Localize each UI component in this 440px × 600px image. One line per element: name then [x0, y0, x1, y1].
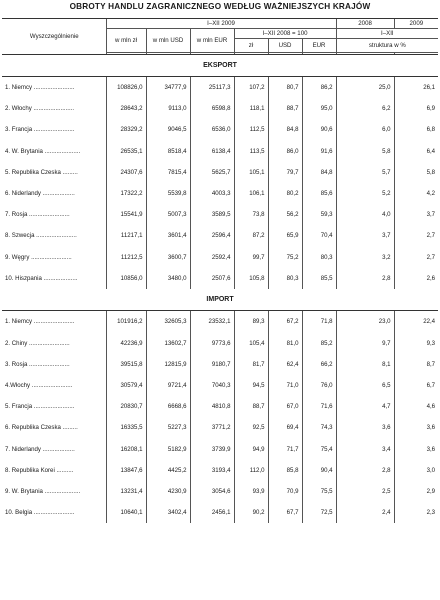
- table-title: OBROTY HANDLU ZAGRANICZNEGO WEDŁUG WAŻNIEJSZYCH KRAJÓW: [69, 2, 371, 11]
- cell-value: 74,3: [302, 417, 336, 438]
- table-row: [2, 247, 438, 268]
- header-structure-label: struktura w %: [336, 39, 438, 53]
- cell-value: 20830,7: [106, 396, 146, 417]
- export-section: [2, 55, 438, 289]
- cell-value: 32605,3: [146, 311, 190, 333]
- cell-value: 90,2: [234, 502, 268, 523]
- header-unit-usd: w mln USD: [146, 29, 190, 53]
- table-row: [2, 439, 438, 460]
- cell-value: 71,0: [268, 375, 302, 396]
- cell-value: 85,6: [302, 183, 336, 204]
- cell-value: 85,2: [302, 333, 336, 354]
- table-row: [2, 460, 438, 481]
- country-name: 4.Włochy ........................: [5, 382, 73, 390]
- trade-table: [2, 18, 438, 523]
- cell-value: 23532,1: [190, 311, 234, 333]
- cell-value: 26,1: [394, 77, 438, 99]
- country-name: 4. W. Brytania .....................: [5, 147, 81, 155]
- cell-value: 84,8: [302, 162, 336, 183]
- table-row: [2, 268, 438, 289]
- country-name: 9. Węgry ........................: [5, 253, 72, 261]
- cell-value: 16208,1: [106, 439, 146, 460]
- table-row: [2, 225, 438, 246]
- cell-value: 2,6: [394, 268, 438, 289]
- cell-value: 10640,1: [106, 502, 146, 523]
- country-name: 5. Republika Czeska .........: [5, 168, 78, 176]
- cell-value: 3,7: [336, 225, 394, 246]
- cell-value: 9113,0: [146, 98, 190, 119]
- cell-value: 4,0: [336, 204, 394, 225]
- cell-value: 108826,0: [106, 77, 146, 99]
- table-row: [2, 162, 438, 183]
- cell-value: 6,2: [336, 98, 394, 119]
- cell-value: 28329,2: [106, 119, 146, 140]
- cell-value: 39515,8: [106, 354, 146, 375]
- cell-value: 3,4: [336, 439, 394, 460]
- header-year-2009: 2009: [394, 19, 438, 29]
- cell-value: 75,2: [268, 247, 302, 268]
- section-label: IMPORT: [2, 289, 438, 311]
- cell-value: 5539,8: [146, 183, 190, 204]
- cell-value: 113,5: [234, 141, 268, 162]
- cell-value: 42236,9: [106, 333, 146, 354]
- cell-value: 6,7: [394, 375, 438, 396]
- cell-value: 76,0: [302, 375, 336, 396]
- cell-value: 101916,2: [106, 311, 146, 333]
- cell-value: 71,6: [302, 396, 336, 417]
- cell-value: 17322,2: [106, 183, 146, 204]
- header-structure-period: I–XII: [336, 29, 438, 39]
- cell-value: 13847,6: [106, 460, 146, 481]
- cell-value: 16335,5: [106, 417, 146, 438]
- cell-value: 5,7: [336, 162, 394, 183]
- cell-value: 30579,4: [106, 375, 146, 396]
- cell-value: 9721,4: [146, 375, 190, 396]
- cell-value: 6138,4: [190, 141, 234, 162]
- cell-value: 88,7: [234, 396, 268, 417]
- cell-value: 25,0: [336, 77, 394, 99]
- header-index-eur: EUR: [302, 39, 336, 53]
- cell-value: 72,5: [302, 502, 336, 523]
- header-index-usd: USD: [268, 39, 302, 53]
- import-section: [2, 289, 438, 523]
- country-name: 3. Rosja ........................: [5, 360, 70, 368]
- cell-value: 8,7: [394, 354, 438, 375]
- cell-value: 75,4: [302, 439, 336, 460]
- cell-value: 9180,7: [190, 354, 234, 375]
- cell-value: 4003,3: [190, 183, 234, 204]
- cell-value: 85,5: [302, 268, 336, 289]
- cell-value: 4810,8: [190, 396, 234, 417]
- cell-value: 3,7: [394, 204, 438, 225]
- cell-value: 91,6: [302, 141, 336, 162]
- cell-value: 10856,0: [106, 268, 146, 289]
- country-name: 2. Włochy ........................: [5, 105, 75, 113]
- cell-value: 62,4: [268, 354, 302, 375]
- cell-value: 80,3: [302, 247, 336, 268]
- cell-value: 23,0: [336, 311, 394, 333]
- cell-value: 70,4: [302, 225, 336, 246]
- country-name: 3. Francja ........................: [5, 126, 75, 134]
- cell-value: 75,5: [302, 481, 336, 502]
- cell-value: 59,3: [302, 204, 336, 225]
- cell-value: 8,1: [336, 354, 394, 375]
- cell-value: 3601,4: [146, 225, 190, 246]
- cell-value: 15541,9: [106, 204, 146, 225]
- cell-value: 2,7: [394, 225, 438, 246]
- table-row: [2, 481, 438, 502]
- country-name: 6. Niderlandy ...................: [5, 190, 75, 198]
- table-row: [2, 183, 438, 204]
- cell-value: 73,8: [234, 204, 268, 225]
- header-year-2008: 2008: [336, 19, 394, 29]
- cell-value: 25117,3: [190, 77, 234, 99]
- cell-value: 6668,6: [146, 396, 190, 417]
- table-row: [2, 119, 438, 140]
- cell-value: 22,4: [394, 311, 438, 333]
- cell-value: 105,1: [234, 162, 268, 183]
- country-name: 8. Szwecja ........................: [5, 232, 77, 240]
- cell-value: 81,7: [234, 354, 268, 375]
- cell-value: 80,2: [268, 183, 302, 204]
- country-name: 9. W. Brytania .....................: [5, 487, 81, 495]
- cell-value: 71,8: [302, 311, 336, 333]
- cell-value: 6,5: [336, 375, 394, 396]
- cell-value: 34777,9: [146, 77, 190, 99]
- cell-value: 5,8: [336, 141, 394, 162]
- cell-value: 2,5: [336, 481, 394, 502]
- cell-value: 3,0: [394, 460, 438, 481]
- cell-value: 2507,6: [190, 268, 234, 289]
- cell-value: 67,0: [268, 396, 302, 417]
- cell-value: 112,0: [234, 460, 268, 481]
- cell-value: 3480,0: [146, 268, 190, 289]
- cell-value: 2456,1: [190, 502, 234, 523]
- cell-value: 88,7: [268, 98, 302, 119]
- cell-value: 2,4: [336, 502, 394, 523]
- cell-value: 3589,5: [190, 204, 234, 225]
- cell-value: 13231,4: [106, 481, 146, 502]
- cell-value: 24307,6: [106, 162, 146, 183]
- cell-value: 3739,9: [190, 439, 234, 460]
- cell-value: 3,2: [336, 247, 394, 268]
- cell-value: 93,9: [234, 481, 268, 502]
- cell-value: 5182,9: [146, 439, 190, 460]
- country-name: 8. Republika Korei ..........: [5, 466, 74, 474]
- cell-value: 106,1: [234, 183, 268, 204]
- cell-value: 3,6: [336, 417, 394, 438]
- country-name: 7. Niderlandy ...................: [5, 445, 75, 453]
- cell-value: 80,3: [268, 268, 302, 289]
- cell-value: 3,6: [394, 417, 438, 438]
- cell-value: 9773,6: [190, 333, 234, 354]
- country-name: 7. Rosja ........................: [5, 211, 70, 219]
- cell-value: 5,2: [336, 183, 394, 204]
- cell-value: 9,3: [394, 333, 438, 354]
- cell-value: 4425,2: [146, 460, 190, 481]
- table-row: [2, 333, 438, 354]
- cell-value: 95,0: [302, 98, 336, 119]
- cell-value: 99,7: [234, 247, 268, 268]
- cell-value: 90,4: [302, 460, 336, 481]
- cell-value: 9,7: [336, 333, 394, 354]
- cell-value: 3,6: [394, 439, 438, 460]
- cell-value: 94,9: [234, 439, 268, 460]
- table-row: [2, 417, 438, 438]
- cell-value: 71,7: [268, 439, 302, 460]
- cell-value: 4,7: [336, 396, 394, 417]
- cell-value: 6,9: [394, 98, 438, 119]
- cell-value: 56,2: [268, 204, 302, 225]
- cell-value: 28643,2: [106, 98, 146, 119]
- header-index-label: I–XII 2008 = 100: [234, 29, 336, 39]
- cell-value: 2,8: [336, 460, 394, 481]
- cell-value: 90,6: [302, 119, 336, 140]
- cell-value: 11217,1: [106, 225, 146, 246]
- table-row: [2, 502, 438, 523]
- table-row: [2, 77, 438, 99]
- cell-value: 86,0: [268, 141, 302, 162]
- cell-value: 26535,1: [106, 141, 146, 162]
- cell-value: 9046,5: [146, 119, 190, 140]
- country-name: 1. Niemcy ........................: [5, 84, 75, 92]
- cell-value: 11212,5: [106, 247, 146, 268]
- cell-value: 4,6: [394, 396, 438, 417]
- cell-value: 112,5: [234, 119, 268, 140]
- country-name: 5. Francja ........................: [5, 403, 75, 411]
- header-period-2009: I–XII 2009: [106, 19, 336, 29]
- table-row: [2, 354, 438, 375]
- header-stub: Wyszczególnienie: [2, 19, 106, 55]
- cell-value: 3193,4: [190, 460, 234, 481]
- cell-value: 6,8: [394, 119, 438, 140]
- header-index-pln: zł: [234, 39, 268, 53]
- cell-value: 13602,7: [146, 333, 190, 354]
- cell-value: 2,7: [394, 247, 438, 268]
- cell-value: 5,8: [394, 162, 438, 183]
- cell-value: 66,2: [302, 354, 336, 375]
- cell-value: 89,3: [234, 311, 268, 333]
- cell-value: 67,7: [268, 502, 302, 523]
- cell-value: 65,9: [268, 225, 302, 246]
- country-name: 2. Chiny ........................: [5, 339, 70, 347]
- cell-value: 3600,7: [146, 247, 190, 268]
- cell-value: 105,8: [234, 268, 268, 289]
- cell-value: 2592,4: [190, 247, 234, 268]
- cell-value: 3402,4: [146, 502, 190, 523]
- table-row: [2, 141, 438, 162]
- cell-value: 2,8: [336, 268, 394, 289]
- table-row: [2, 375, 438, 396]
- cell-value: 4230,9: [146, 481, 190, 502]
- cell-value: 6598,8: [190, 98, 234, 119]
- cell-value: 94,5: [234, 375, 268, 396]
- header-unit-pln: w mln zł: [106, 29, 146, 53]
- country-name: 6. Republika Czeska .........: [5, 424, 78, 432]
- cell-value: 92,5: [234, 417, 268, 438]
- cell-value: 67,2: [268, 311, 302, 333]
- country-name: 1. Niemcy ........................: [5, 318, 75, 326]
- table-row: [2, 396, 438, 417]
- cell-value: 79,7: [268, 162, 302, 183]
- cell-value: 2,3: [394, 502, 438, 523]
- cell-value: 6536,0: [190, 119, 234, 140]
- cell-value: 3771,2: [190, 417, 234, 438]
- header-unit-eur: w mln EUR: [190, 29, 234, 53]
- cell-value: 81,0: [268, 333, 302, 354]
- cell-value: 5227,3: [146, 417, 190, 438]
- cell-value: 70,9: [268, 481, 302, 502]
- cell-value: 4,2: [394, 183, 438, 204]
- cell-value: 12815,9: [146, 354, 190, 375]
- table-row: [2, 204, 438, 225]
- country-name: 10. Belgia ........................: [5, 509, 75, 517]
- cell-value: 8518,4: [146, 141, 190, 162]
- cell-value: 3054,6: [190, 481, 234, 502]
- table-row: [2, 98, 438, 119]
- cell-value: 84,8: [268, 119, 302, 140]
- cell-value: 87,2: [234, 225, 268, 246]
- cell-value: 2596,4: [190, 225, 234, 246]
- cell-value: 6,4: [394, 141, 438, 162]
- cell-value: 6,0: [336, 119, 394, 140]
- table-row: [2, 311, 438, 333]
- cell-value: 2,9: [394, 481, 438, 502]
- cell-value: 7815,4: [146, 162, 190, 183]
- cell-value: 69,4: [268, 417, 302, 438]
- cell-value: 107,2: [234, 77, 268, 99]
- cell-value: 85,8: [268, 460, 302, 481]
- cell-value: 5625,7: [190, 162, 234, 183]
- cell-value: 118,1: [234, 98, 268, 119]
- cell-value: 105,4: [234, 333, 268, 354]
- country-name: 10. Hiszpania ....................: [5, 274, 78, 282]
- cell-value: 86,2: [302, 77, 336, 99]
- cell-value: 5007,3: [146, 204, 190, 225]
- section-label: EKSPORT: [2, 55, 438, 77]
- cell-value: 7040,3: [190, 375, 234, 396]
- cell-value: 80,7: [268, 77, 302, 99]
